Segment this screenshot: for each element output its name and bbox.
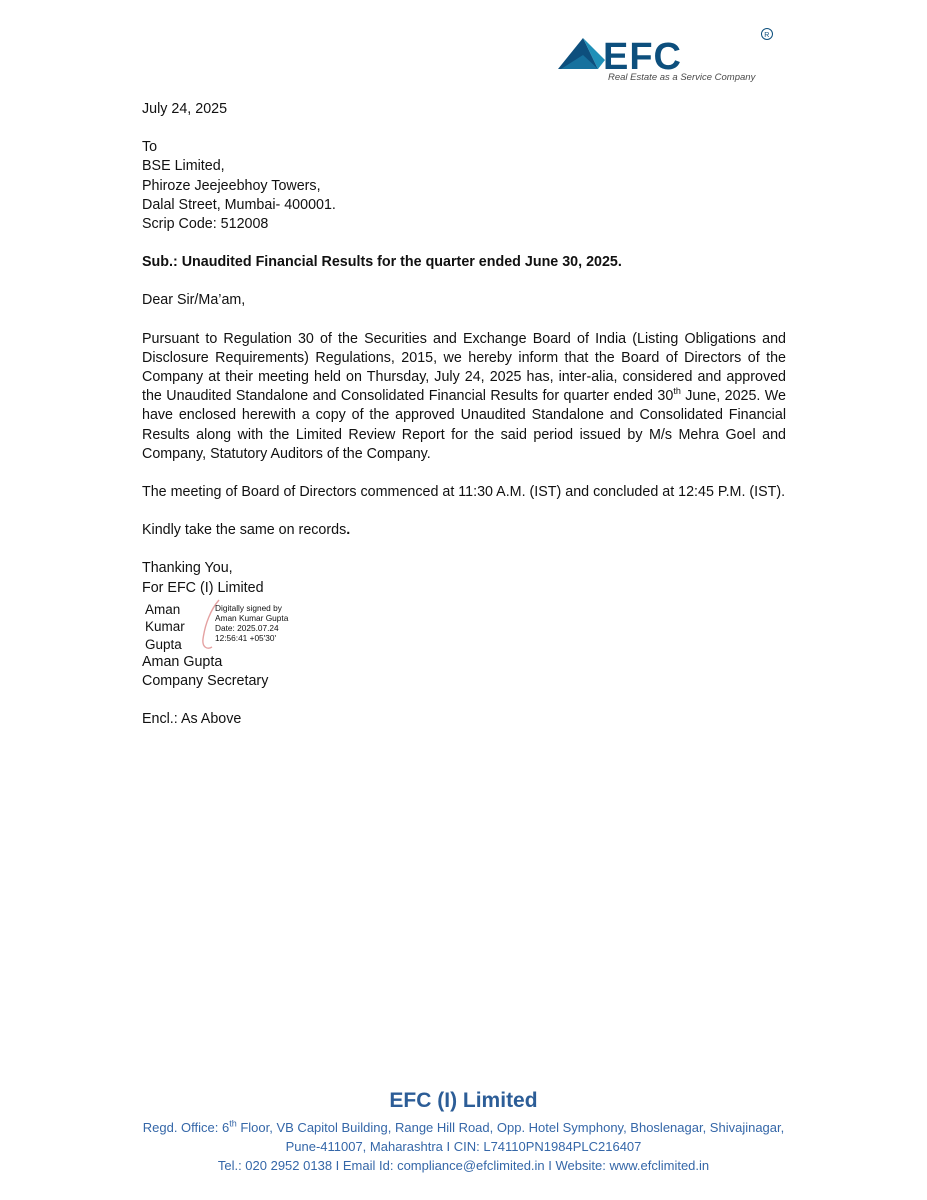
spacer [142, 540, 786, 559]
registered-mark: R [764, 32, 770, 39]
footer-office-superscript: th [229, 1118, 237, 1129]
spacer [142, 691, 786, 710]
footer-office-part-2: Floor, VB Capitol Building, Range Hill Road, Opp. Hotel Symphony, Bhoslenagar, Shivajinagar, [236, 1120, 785, 1135]
letter-date: July 24, 2025 [142, 101, 228, 117]
recipient-address-line-2: Dalal Street, Mumbai- 400001. [142, 196, 336, 213]
scrip-code: Scrip Code: 512008 [142, 216, 269, 233]
signature-name-line-2: Kumar [145, 619, 185, 635]
footer-office-part-1: Regd. Office: 6 [142, 1120, 230, 1135]
enclosure: Encl.: As Above [142, 711, 242, 728]
logo-text: EFC [603, 36, 682, 78]
digital-signature-line-2: Aman Kumar Gupta [215, 612, 289, 623]
footer-contact: Tel.: 020 2952 0138 I Email Id: compliance@efclimited.in I Website: www.efclimited.in [217, 1158, 710, 1173]
digital-signature-details [215, 603, 288, 643]
signature-name [145, 601, 185, 654]
for-company: For EFC (I) Limited [142, 579, 264, 596]
body-superscript: th [673, 386, 681, 397]
company-logo [556, 26, 774, 84]
spacer [142, 119, 786, 138]
spacer [142, 464, 786, 483]
meeting-note: The meeting of Board of Directors commenced at 11:30 A.M. (IST) and concluded at 12:45 P.M. (IST). [142, 484, 786, 501]
footer-office-line-2: Pune-411007, Maharashtra I CIN: L74110PN1984PLC216407 [285, 1139, 642, 1154]
spacer [142, 502, 786, 521]
subject-line: Sub.: Unaudited Financial Results for the quarter ended June 30, 2025. [142, 254, 622, 271]
efc-logo-mark [556, 26, 774, 84]
digital-signature [142, 599, 786, 653]
letterhead-footer [0, 1088, 927, 1175]
spacer [142, 234, 786, 253]
spacer [142, 311, 786, 330]
body-text-part-1: Pursuant to Regulation 30 of the Securities and Exchange Board of India (Listing Obligations and Disclosure Requirements) Regulations, 2015, we hereby inform that the Board of Directors of the Company at their meeting held on Thursday, July 24, 2025 has, inter-alia, considered and approved the Unaudited Standalone and Consolidated Financial Results for quarter ended 30 [142, 330, 786, 405]
signatory-name: Aman Gupta [142, 653, 223, 670]
signatory-title: Company Secretary [142, 673, 269, 690]
recipient-name: BSE Limited, [142, 158, 225, 175]
body-text-part-2: June, 2025. We have enclosed herewith a copy of the approved Unaudited Standalone and Consolidated Financial Results along with the Limited Review Report for the said period issued by M/s Mehra Goel and Company, Statutory Auditors of the Company. [142, 388, 786, 462]
letter-body [142, 100, 786, 729]
footer-office-address [0, 1118, 927, 1137]
salutation: Dear Sir/Ma’am, [142, 292, 246, 309]
records-note-text: Kindly take the same on records [142, 522, 347, 539]
digital-signature-line-3: Date: 2025.07.24 [215, 622, 279, 633]
recipient-address-line-1: Phiroze Jeejeebhoy Towers, [142, 177, 321, 194]
signature-name-line-3: Gupta [145, 636, 182, 652]
closing: Thanking You, [142, 560, 233, 577]
recipient-to: To [142, 139, 158, 156]
digital-signature-line-4: 12:56:41 +05'30' [215, 632, 277, 643]
spacer [142, 272, 786, 291]
logo-tagline: Real Estate as a Service Company [608, 72, 756, 83]
body-paragraph [142, 330, 786, 464]
signature-name-line-1: Aman [145, 601, 181, 617]
footer-company-name: EFC (I) Limited [389, 1089, 538, 1112]
records-note [142, 521, 786, 540]
digital-signature-line-1: Digitally signed by [215, 602, 282, 613]
records-note-period: . [346, 522, 351, 539]
